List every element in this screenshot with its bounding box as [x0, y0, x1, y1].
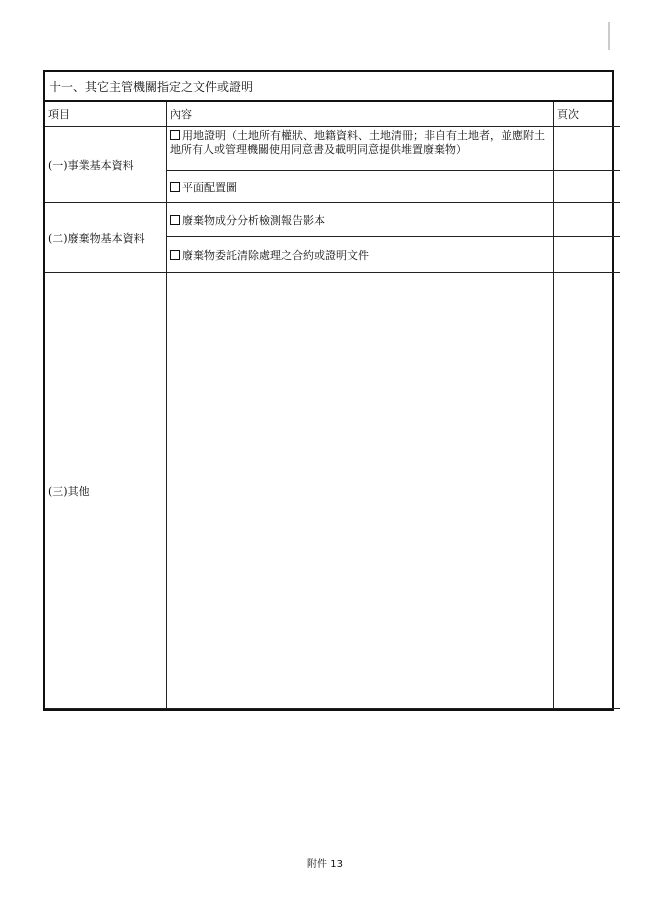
checkbox-item[interactable] — [167, 237, 554, 273]
header-item: 項目 — [45, 102, 167, 127]
checkbox-label: 平面配置圖 — [182, 180, 237, 194]
checkbox-icon[interactable] — [170, 130, 180, 140]
checkbox-label: 廢棄物委託清除處理之合約或證明文件 — [182, 248, 369, 262]
checkbox-item[interactable] — [167, 203, 554, 237]
table-row — [45, 127, 620, 171]
group-label: (三)其他 — [45, 273, 167, 709]
checkbox-label: 廢棄物成分分析檢測報告影本 — [182, 213, 325, 227]
checkbox-item[interactable] — [167, 171, 554, 203]
checkbox-label: 用地證明（土地所有權狀、地籍資料、土地清冊；非自有土地者，並應附土地所有人或管理機關使用同意書及載明同意提供堆置廢棄物） — [170, 129, 545, 157]
table-row — [45, 273, 620, 709]
checkbox-icon[interactable] — [170, 182, 180, 192]
page-cell — [554, 237, 621, 273]
page-footer: 附件 13 — [307, 859, 343, 870]
table-header-row — [45, 102, 620, 127]
checkbox-icon[interactable] — [170, 215, 180, 225]
page-cell — [554, 171, 621, 203]
group-label: (一)事業基本資料 — [45, 127, 167, 203]
documents-table — [45, 102, 620, 709]
checkbox-icon[interactable] — [170, 250, 180, 260]
table-row — [45, 203, 620, 237]
group-label: (二)廢棄物基本資料 — [45, 203, 167, 273]
other-content-cell[interactable] — [167, 273, 554, 709]
page-cell — [554, 273, 621, 709]
page-cell — [554, 203, 621, 237]
header-content: 內容 — [167, 102, 554, 127]
section-title: 十一、其它主管機關指定之文件或證明 — [45, 72, 612, 102]
header-page: 頁次 — [554, 102, 621, 127]
checkbox-item[interactable] — [167, 127, 554, 171]
scan-edge-mark — [608, 22, 610, 50]
page-cell — [554, 127, 621, 171]
attachment-form — [43, 70, 614, 711]
